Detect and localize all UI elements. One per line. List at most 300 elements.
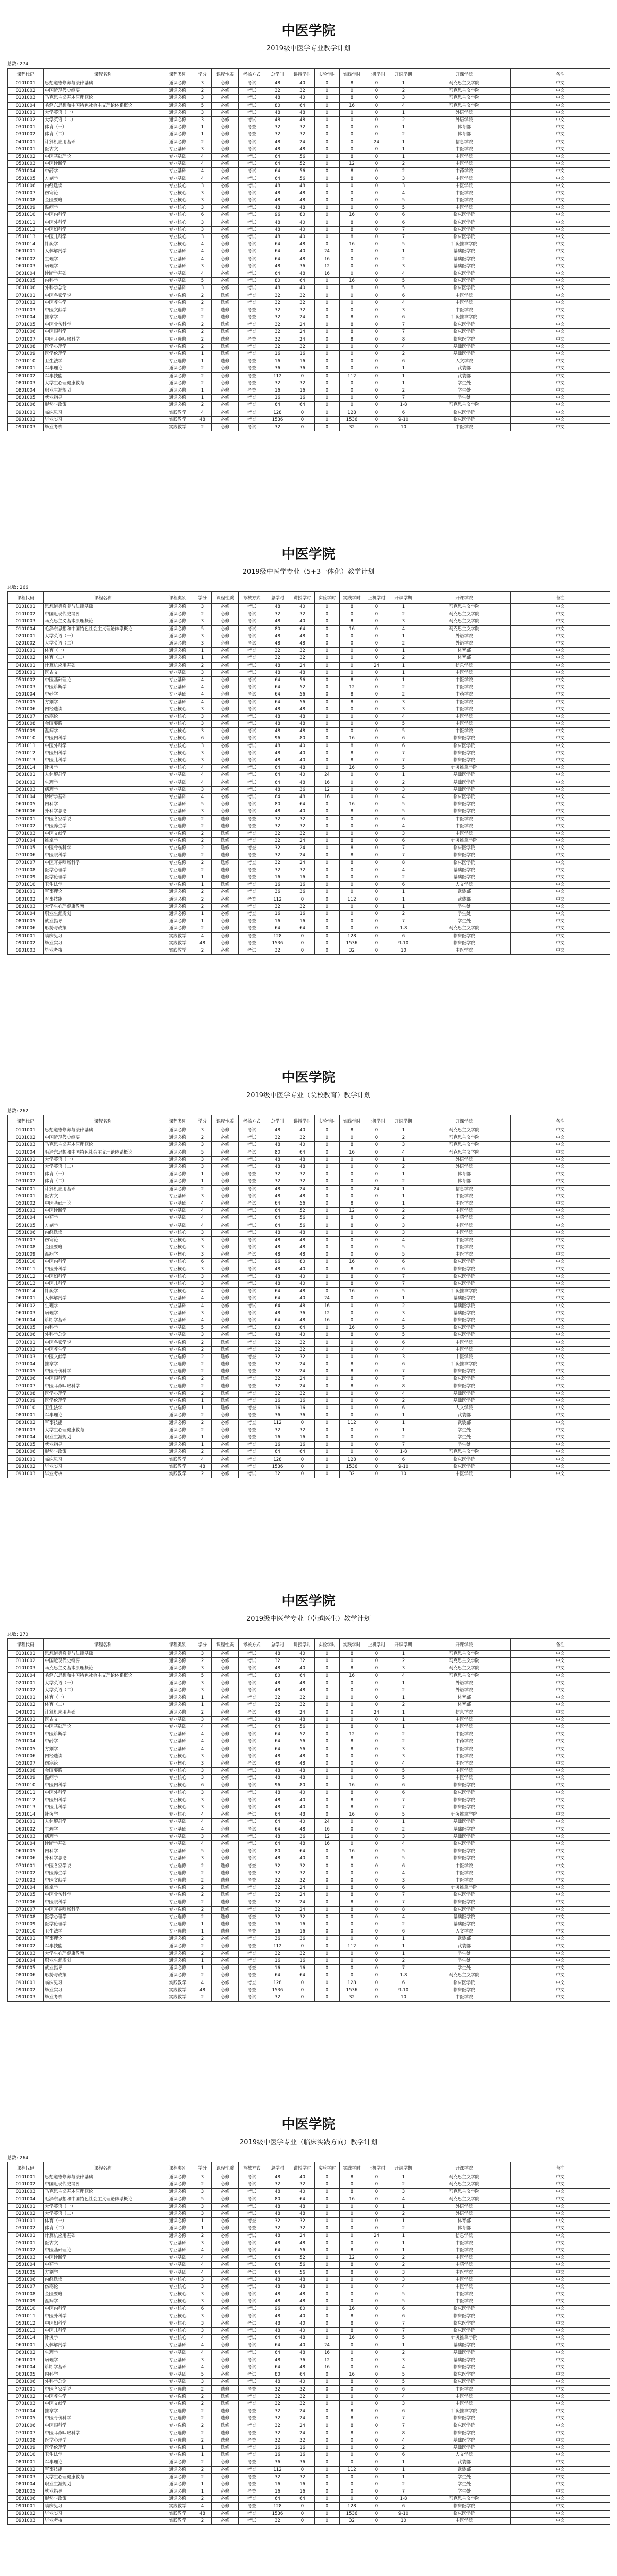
table-header-row bbox=[8, 69, 610, 80]
table-cell: 中文 bbox=[511, 263, 610, 270]
table-cell: 0 bbox=[364, 1658, 389, 1665]
table-cell: 临床医学院 bbox=[418, 2306, 511, 2313]
table-cell: 0 bbox=[340, 256, 364, 263]
course-table bbox=[7, 2162, 610, 2525]
table-cell: 必修 bbox=[212, 2510, 239, 2517]
table-cell: 0 bbox=[315, 633, 340, 640]
table-cell: 专业基础 bbox=[162, 2364, 193, 2371]
table-cell: 64 bbox=[265, 2342, 290, 2349]
table-cell: 0 bbox=[315, 1346, 340, 1353]
table-cell: 0 bbox=[364, 1921, 389, 1928]
column-header: 学分 bbox=[193, 592, 212, 604]
table-cell: 考查 bbox=[239, 2496, 265, 2503]
table-cell: 专业选修 bbox=[162, 838, 193, 845]
table-cell: 0 bbox=[315, 343, 340, 350]
table-cell: 2 bbox=[193, 365, 212, 372]
table-cell: 马克思主义学院 bbox=[418, 95, 511, 102]
table-cell: 48 bbox=[265, 197, 290, 205]
table-cell: 2 bbox=[193, 1906, 212, 1913]
table-cell: 毕业实习 bbox=[44, 1987, 162, 1994]
table-cell: 基础医学院 bbox=[418, 1295, 511, 1302]
table-cell: 56 bbox=[290, 2262, 315, 2269]
table-cell: 0 bbox=[364, 336, 389, 343]
table-cell: 6 bbox=[389, 1928, 418, 1936]
table-cell: 0 bbox=[364, 1833, 389, 1840]
table-cell: 选修 bbox=[212, 2437, 239, 2444]
table-cell: 3 bbox=[193, 2291, 212, 2298]
table-cell: 64 bbox=[265, 1745, 290, 1753]
table-cell: 专业基础 bbox=[162, 1200, 193, 1207]
table-cell: 中文 bbox=[511, 190, 610, 197]
table-cell: 必修 bbox=[212, 2255, 239, 2262]
table-cell: 0 bbox=[364, 699, 389, 706]
table-cell: 0 bbox=[340, 1193, 364, 1200]
table-cell: 8 bbox=[340, 1376, 364, 1383]
table-cell: 2 bbox=[193, 1994, 212, 2001]
table-cell: 必修 bbox=[212, 1229, 239, 1236]
table-cell: 0 bbox=[364, 1470, 389, 1478]
table-cell: 考试 bbox=[239, 2291, 265, 2298]
table-cell: 0 bbox=[315, 1259, 340, 1266]
table-cell: 24 bbox=[290, 2408, 315, 2415]
table-cell: 0501010 bbox=[8, 1259, 44, 1266]
table-cell: 必修 bbox=[212, 2342, 239, 2349]
table-cell: 职业生涯规划 bbox=[44, 1957, 162, 1964]
table-cell: 中文 bbox=[511, 940, 610, 947]
table-cell: 中文 bbox=[511, 1943, 610, 1950]
table-cell: 0 bbox=[340, 1251, 364, 1259]
table-cell: 0 bbox=[364, 2357, 389, 2364]
table-cell: 通识必修 bbox=[162, 2466, 193, 2473]
table-cell: 考试 bbox=[239, 233, 265, 241]
table-cell: 0 bbox=[340, 205, 364, 212]
table-cell: 0 bbox=[340, 633, 364, 640]
table-cell: 32 bbox=[265, 852, 290, 859]
table-row bbox=[8, 910, 610, 918]
table-cell: 32 bbox=[290, 380, 315, 387]
column-header: 开课学院 bbox=[418, 69, 511, 80]
table-cell: 2 bbox=[193, 2430, 212, 2437]
table-cell: 内经选读 bbox=[44, 706, 162, 713]
table-cell: 8 bbox=[340, 676, 364, 684]
table-cell: 考试 bbox=[239, 2203, 265, 2210]
table-cell: 必修 bbox=[212, 2298, 239, 2306]
table-cell: 64 bbox=[265, 1288, 290, 1295]
table-cell: 1 bbox=[193, 1442, 212, 1449]
table-cell: 0 bbox=[364, 1442, 389, 1449]
table-cell: 1 bbox=[389, 1651, 418, 1658]
table-cell: 中文 bbox=[511, 2269, 610, 2276]
table-cell: 考试 bbox=[239, 241, 265, 248]
table-cell: 0 bbox=[340, 1427, 364, 1434]
table-cell: 3 bbox=[193, 1273, 212, 1280]
table-cell: 24 bbox=[290, 1383, 315, 1390]
table-cell: 医古文 bbox=[44, 1716, 162, 1723]
table-cell: 0 bbox=[340, 263, 364, 270]
table-cell: 必修 bbox=[212, 1819, 239, 1826]
table-cell: 中文 bbox=[511, 838, 610, 845]
table-cell: 3 bbox=[193, 263, 212, 270]
table-cell: 16 bbox=[265, 395, 290, 402]
column-header: 开课学期 bbox=[389, 69, 418, 80]
table-cell: 必修 bbox=[212, 2189, 239, 2196]
table-cell: 0 bbox=[315, 2189, 340, 2196]
table-cell: 考试 bbox=[239, 801, 265, 808]
table-cell: 考试 bbox=[239, 1127, 265, 1134]
table-cell: 实践教学 bbox=[162, 423, 193, 431]
table-cell: 选修 bbox=[212, 2408, 239, 2415]
table-cell: 考查 bbox=[239, 343, 265, 350]
table-cell: 4 bbox=[193, 2262, 212, 2269]
table-cell: 0 bbox=[340, 146, 364, 153]
table-cell: 必修 bbox=[212, 1273, 239, 1280]
table-cell: 0 bbox=[364, 372, 389, 380]
table-row bbox=[8, 2181, 610, 2189]
table-cell: 0801001 bbox=[8, 2459, 44, 2466]
table-cell: 中医妇科学 bbox=[44, 226, 162, 233]
table-cell: 信息学院 bbox=[418, 139, 511, 146]
table-cell: 通识必修 bbox=[162, 1149, 193, 1156]
table-cell: 武装部 bbox=[418, 1936, 511, 1943]
table-cell: 4 bbox=[389, 1346, 418, 1353]
table-cell: 8 bbox=[340, 691, 364, 699]
table-cell: 必修 bbox=[212, 116, 239, 124]
table-cell: 必修 bbox=[212, 648, 239, 655]
table-cell: 8 bbox=[340, 2269, 364, 2276]
table-cell: 0501004 bbox=[8, 168, 44, 175]
table-cell: 2 bbox=[193, 1913, 212, 1921]
table-cell: 0 bbox=[340, 889, 364, 896]
table-row bbox=[8, 2371, 610, 2379]
table-cell: 中医学院 bbox=[418, 2283, 511, 2291]
table-cell: 中文 bbox=[511, 1804, 610, 1811]
table-cell: 0601002 bbox=[8, 779, 44, 786]
table-cell: 0 bbox=[315, 2218, 340, 2225]
table-row bbox=[8, 1127, 610, 1134]
table-cell: 必修 bbox=[212, 2269, 239, 2276]
table-cell: 16 bbox=[265, 2481, 290, 2488]
table-cell: 0 bbox=[315, 1185, 340, 1193]
table-cell: 学生处 bbox=[418, 910, 511, 918]
table-cell: 中文 bbox=[511, 779, 610, 786]
table-cell: 32 bbox=[265, 1877, 290, 1884]
table-header-row bbox=[8, 2162, 610, 2174]
table-cell: 0801002 bbox=[8, 372, 44, 380]
table-cell: 0 bbox=[364, 1892, 389, 1899]
table-cell: 中医文献学 bbox=[44, 307, 162, 314]
table-row bbox=[8, 779, 610, 786]
table-cell: 0801001 bbox=[8, 889, 44, 896]
table-cell: 0 bbox=[315, 2262, 340, 2269]
table-row bbox=[8, 1361, 610, 1368]
table-cell: 马克思主义学院 bbox=[418, 925, 511, 933]
table-cell: 专业基础 bbox=[162, 684, 193, 691]
plan-title: 2019级中医学专业教学计划 bbox=[266, 45, 351, 53]
table-cell: 48 bbox=[265, 1760, 290, 1767]
table-cell: 必修 bbox=[212, 1171, 239, 1178]
table-cell: 实践教学 bbox=[162, 416, 193, 423]
table-cell: 80 bbox=[290, 212, 315, 219]
table-cell: 基础医学院 bbox=[418, 786, 511, 793]
table-cell: 2 bbox=[193, 859, 212, 867]
table-cell: 48 bbox=[290, 241, 315, 248]
table-cell: 80 bbox=[265, 102, 290, 109]
table-cell: 必修 bbox=[212, 1434, 239, 1441]
table-cell: 必修 bbox=[212, 2481, 239, 2488]
table-cell: 4 bbox=[193, 409, 212, 416]
table-cell: 5 bbox=[193, 625, 212, 633]
table-cell: 0 bbox=[364, 1965, 389, 1972]
table-cell: 1 bbox=[389, 903, 418, 910]
table-cell: 大学英语（一） bbox=[44, 1156, 162, 1163]
table-cell: 必修 bbox=[212, 2503, 239, 2510]
table-cell: 0 bbox=[340, 2210, 364, 2217]
table-cell: 0 bbox=[315, 1156, 340, 1163]
table-cell: 中文 bbox=[511, 793, 610, 801]
table-cell: 专业基础 bbox=[162, 1745, 193, 1753]
table-cell: 1 bbox=[389, 2466, 418, 2473]
table-cell: 通识必修 bbox=[162, 1156, 193, 1163]
table-cell: 1 bbox=[193, 1965, 212, 1972]
table-cell: 2 bbox=[193, 1353, 212, 1361]
table-cell: 实践教学 bbox=[162, 2517, 193, 2524]
table-cell: 0501012 bbox=[8, 750, 44, 757]
table-cell: 考试 bbox=[239, 2364, 265, 2371]
table-cell: 32 bbox=[290, 1339, 315, 1346]
table-cell: 专业核心 bbox=[162, 2298, 193, 2306]
table-cell: 1-8 bbox=[389, 2496, 418, 2503]
table-cell: 必修 bbox=[212, 910, 239, 918]
table-row bbox=[8, 2218, 610, 2225]
table-cell: 针灸推拿学院 bbox=[418, 1811, 511, 1819]
table-cell: 必修 bbox=[212, 1658, 239, 1665]
table-cell: 0 bbox=[364, 1694, 389, 1702]
table-cell: 2 bbox=[193, 1870, 212, 1877]
table-cell: 3 bbox=[193, 182, 212, 190]
table-cell: 通识必修 bbox=[162, 611, 193, 618]
table-cell: 军事理论 bbox=[44, 2459, 162, 2466]
table-cell: 军事理论 bbox=[44, 1412, 162, 1419]
table-cell: 通识必修 bbox=[162, 2181, 193, 2189]
table-cell: 中医儿科学 bbox=[44, 757, 162, 764]
table-cell: 0701004 bbox=[8, 1885, 44, 1892]
table-cell: 0 bbox=[364, 1383, 389, 1390]
table-cell: 0 bbox=[364, 2196, 389, 2203]
table-cell: 0 bbox=[364, 669, 389, 676]
table-cell: 0 bbox=[315, 757, 340, 764]
table-cell: 0 bbox=[315, 728, 340, 735]
table-cell: 基础医学院 bbox=[418, 779, 511, 786]
table-cell: 必修 bbox=[212, 940, 239, 947]
table-cell: 5 bbox=[389, 2335, 418, 2342]
table-cell: 考试 bbox=[239, 1768, 265, 1775]
table-cell: 基础医学院 bbox=[418, 1390, 511, 1397]
table-cell: 毕业考核 bbox=[44, 1994, 162, 2001]
table-cell: 考试 bbox=[239, 102, 265, 109]
table-cell: 必修 bbox=[212, 2488, 239, 2496]
table-cell: 中文 bbox=[511, 205, 610, 212]
table-cell: 16 bbox=[340, 2371, 364, 2379]
table-cell: 56 bbox=[290, 2247, 315, 2254]
table-cell: 内经选读 bbox=[44, 182, 162, 190]
table-cell: 0 bbox=[315, 285, 340, 292]
table-cell: 0 bbox=[364, 2327, 389, 2334]
table-cell: 0 bbox=[340, 1760, 364, 1767]
table-cell: 专业基础 bbox=[162, 1826, 193, 1833]
table-cell: 中医基础理论 bbox=[44, 1723, 162, 1731]
table-cell: 必修 bbox=[212, 219, 239, 226]
table-cell: 0701010 bbox=[8, 2452, 44, 2459]
table-cell: 考试 bbox=[239, 175, 265, 182]
column-header: 备注 bbox=[511, 1639, 610, 1651]
table-cell: 64 bbox=[265, 248, 290, 256]
table-cell: 马克思主义学院 bbox=[418, 2496, 511, 2503]
table-cell: 1 bbox=[389, 633, 418, 640]
table-cell: 考试 bbox=[239, 1716, 265, 1723]
table-cell: 基础医学院 bbox=[418, 1397, 511, 1404]
table-cell: 16 bbox=[290, 874, 315, 881]
table-cell: 0601004 bbox=[8, 1317, 44, 1324]
table-cell: 必修 bbox=[212, 1200, 239, 1207]
table-cell: 考试 bbox=[239, 1753, 265, 1760]
table-cell: 中医内科学 bbox=[44, 2306, 162, 2313]
table-cell: 0 bbox=[315, 2320, 340, 2327]
table-cell: 5 bbox=[389, 285, 418, 292]
table-cell: 1 bbox=[389, 896, 418, 903]
table-cell: 临床医学院 bbox=[418, 1456, 511, 1463]
table-cell: 2 bbox=[389, 2255, 418, 2262]
table-cell: 0 bbox=[364, 1222, 389, 1229]
table-row bbox=[8, 1840, 610, 1848]
table-cell: 32 bbox=[290, 2400, 315, 2408]
table-cell: 0701006 bbox=[8, 329, 44, 336]
table-cell: 考试 bbox=[239, 1819, 265, 1826]
table-cell: 中文 bbox=[511, 874, 610, 881]
table-cell: 中医基础理论 bbox=[44, 153, 162, 160]
table-cell: 考查 bbox=[239, 2430, 265, 2437]
table-cell: 1 bbox=[389, 2459, 418, 2466]
table-cell: 考试 bbox=[239, 625, 265, 633]
table-cell: 0 bbox=[364, 2320, 389, 2327]
table-cell: 32 bbox=[265, 823, 290, 830]
table-cell: 专业基础 bbox=[162, 1222, 193, 1229]
column-header: 课程代码 bbox=[8, 69, 44, 80]
table-cell: 必修 bbox=[212, 1731, 239, 1738]
table-cell: 基础医学院 bbox=[418, 1302, 511, 1310]
table-cell: 0501008 bbox=[8, 1768, 44, 1775]
table-cell: 基础医学院 bbox=[418, 772, 511, 779]
table-row bbox=[8, 372, 610, 380]
table-cell: 64 bbox=[265, 1723, 290, 1731]
table-cell: 0201001 bbox=[8, 109, 44, 116]
table-cell: 专业选修 bbox=[162, 1899, 193, 1906]
table-cell: 48 bbox=[265, 1709, 290, 1716]
table-cell: 5 bbox=[389, 728, 418, 735]
table-cell: 0 bbox=[364, 1397, 389, 1404]
table-cell: 0 bbox=[364, 2379, 389, 2386]
plan-section bbox=[0, 2094, 617, 2576]
table-cell: 专业选修 bbox=[162, 350, 193, 358]
table-cell: 中文 bbox=[511, 88, 610, 95]
table-cell: 0501002 bbox=[8, 1200, 44, 1207]
table-cell: 48 bbox=[265, 757, 290, 764]
table-cell: 0 bbox=[364, 116, 389, 124]
table-cell: 考试 bbox=[239, 161, 265, 168]
table-cell: 必修 bbox=[212, 684, 239, 691]
table-cell: 5 bbox=[193, 278, 212, 285]
table-row bbox=[8, 1463, 610, 1470]
table-cell: 中文 bbox=[511, 2408, 610, 2415]
table-cell: 8 bbox=[389, 859, 418, 867]
table-row bbox=[8, 2422, 610, 2430]
table-cell: 24 bbox=[290, 329, 315, 336]
table-cell: 48 bbox=[265, 721, 290, 728]
table-cell: 24 bbox=[290, 1361, 315, 1368]
table-cell: 诊断学基础 bbox=[44, 1317, 162, 1324]
table-cell: 中医耳鼻咽喉科学 bbox=[44, 336, 162, 343]
table-cell: 中医学院 bbox=[418, 1753, 511, 1760]
table-cell: 基础医学院 bbox=[418, 350, 511, 358]
table-cell: 0 bbox=[364, 1171, 389, 1178]
table-cell: 中医学院 bbox=[418, 1208, 511, 1215]
table-cell: 0 bbox=[315, 314, 340, 321]
table-cell: 2 bbox=[193, 816, 212, 823]
table-cell: 48 bbox=[265, 669, 290, 676]
table-cell: 中文 bbox=[511, 1134, 610, 1142]
table-cell: 中文 bbox=[511, 757, 610, 764]
table-cell: 0 bbox=[315, 109, 340, 116]
table-cell: 0 bbox=[315, 336, 340, 343]
table-cell: 学生处 bbox=[418, 1965, 511, 1972]
table-cell: 0101001 bbox=[8, 2174, 44, 2181]
table-cell: 必修 bbox=[212, 1957, 239, 1964]
table-row bbox=[8, 109, 610, 116]
table-cell: 中医学院 bbox=[418, 2291, 511, 2298]
table-cell: 中医学院 bbox=[418, 1731, 511, 1738]
table-cell: 5 bbox=[389, 1251, 418, 1259]
table-cell: 32 bbox=[265, 124, 290, 131]
table-cell: 考查 bbox=[239, 830, 265, 837]
table-row bbox=[8, 1723, 610, 1731]
table-cell: 中医儿科学 bbox=[44, 2327, 162, 2334]
table-cell: 4 bbox=[389, 1236, 418, 1244]
table-cell: 8 bbox=[340, 1906, 364, 1913]
table-cell: 0 bbox=[340, 1753, 364, 1760]
table-cell: 0501012 bbox=[8, 1797, 44, 1804]
table-cell: 3 bbox=[389, 830, 418, 837]
table-cell: 专业核心 bbox=[162, 2335, 193, 2342]
table-cell: 0 bbox=[315, 1442, 340, 1449]
table-row bbox=[8, 2517, 610, 2524]
table-cell: 考查 bbox=[239, 2400, 265, 2408]
table-cell: 8 bbox=[340, 1142, 364, 1149]
table-cell: 临床医学院 bbox=[418, 1266, 511, 1273]
table-cell: 选修 bbox=[212, 1368, 239, 1376]
table-cell: 必修 bbox=[212, 2320, 239, 2327]
table-cell: 0 bbox=[364, 2481, 389, 2488]
table-cell: 0 bbox=[315, 1215, 340, 1222]
table-cell: 0301002 bbox=[8, 1178, 44, 1185]
table-cell: 0 bbox=[340, 1317, 364, 1324]
table-cell: 中文 bbox=[511, 2298, 610, 2306]
table-cell: 选修 bbox=[212, 2400, 239, 2408]
table-cell: 0 bbox=[315, 1273, 340, 1280]
table-cell: 必修 bbox=[212, 380, 239, 387]
table-cell: 2 bbox=[193, 2393, 212, 2400]
table-cell: 8 bbox=[340, 859, 364, 867]
table-cell: 0 bbox=[340, 1862, 364, 1870]
table-cell: 专业核心 bbox=[162, 2291, 193, 2298]
